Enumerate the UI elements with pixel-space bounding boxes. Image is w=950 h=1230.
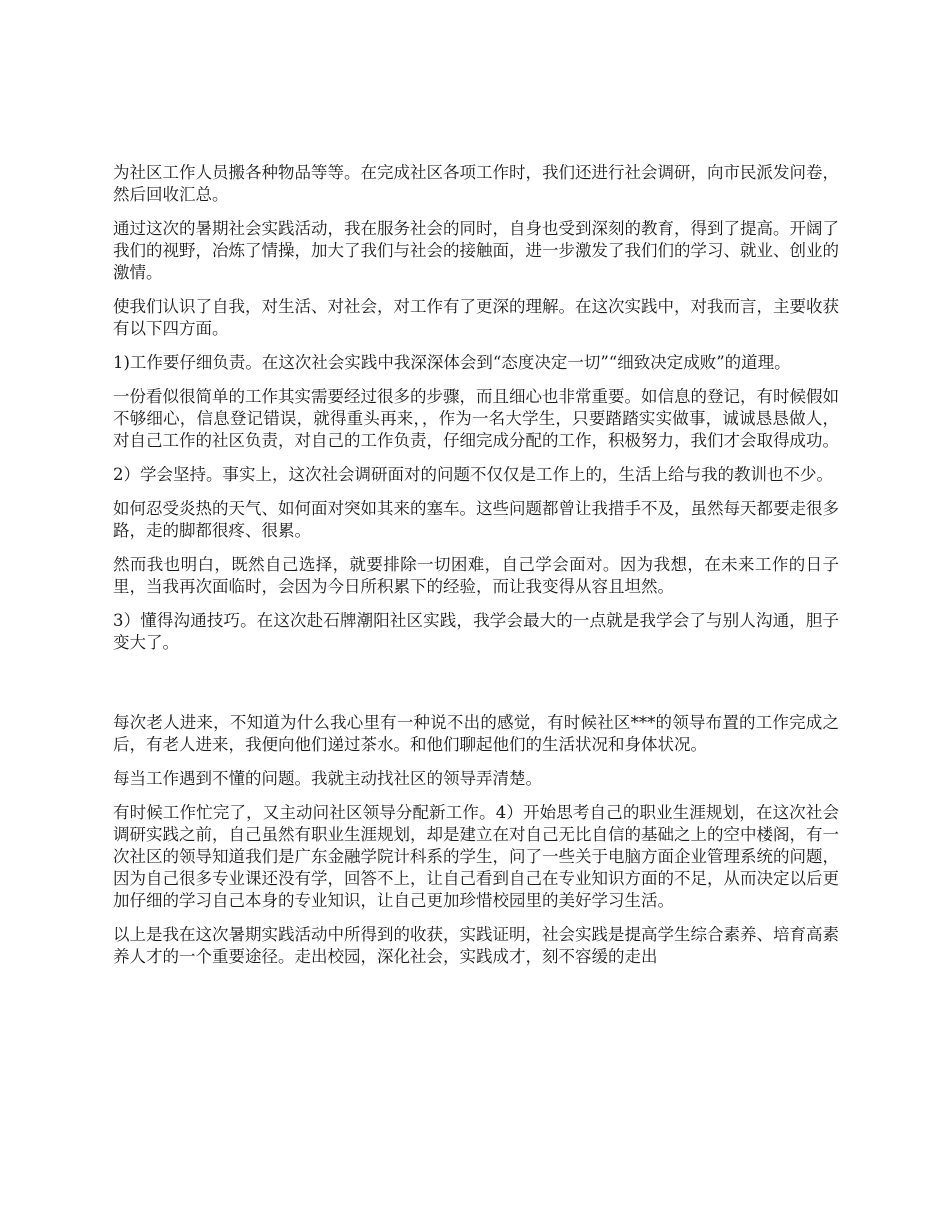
paragraph: 1)工作要仔细负责。在这次社会实践中我深深体会到“态度决定一切”“细致决定成败”的道理。 [113, 353, 791, 372]
paragraph: 每次老人进来，不知道为什么我心里有一种说不出的感觉，有时候社区***的领导布置的工作完成之后，有老人进来，我便向他们递过茶水。和他们聊起他们的生活状况和身体状况。 [113, 713, 839, 754]
paragraph: 如何忍受炎热的天气、如何面对突如其来的塞车。这些问题都曾让我措手不及，虽然每天都要走很多路，走的脚都很疼、很累。 [113, 499, 839, 540]
paragraph: 2）学会坚持。事实上，这次社会调研面对的问题不仅仅是工作上的，生活上给与我的教训也不少。 [113, 465, 833, 484]
paragraph: 一份看似很简单的工作其实需要经过很多的步骤，而且细心也非常重要。如信息的登记，有时候假如不够细心，信息登记错误，就得重头再来，，作为一名大学生，只要踏踏实实做事，诚诚恳恳做人，对自己工作的社区负责，对自己的工作负责，仔细完成分配的工作，积极努力，我们才会取得成功。 [113, 387, 839, 450]
paragraph: 通过这次的暑期社会实践活动，我在服务社会的同时，自身也受到深刻的教育，得到了提高。开阔了我们的视野，冶炼了情操，加大了我们与社会的接触面，进一步激发了我们们的学习、就业、创业的激情。 [113, 219, 839, 282]
section-gap [113, 666, 839, 712]
paragraph: 3）懂得沟通技巧。在这次赴石牌潮阳社区实践，我学会最大的一点就是我学会了与别人沟通，胆子变大了。 [113, 611, 839, 652]
document-body [113, 162, 839, 980]
paragraph: 为社区工作人员搬各种物品等等。在完成社区各项工作时，我们还进行社会调研，向市民派发问卷，然后回收汇总。 [113, 163, 839, 204]
paragraph: 有时候工作忙完了，又主动问社区领导分配新工作。4）开始思考自己的职业生涯规划，在这次社会调研实践之前，自己虽然有职业生涯规划，却是建立在对自己无比自信的基础之上的空中楼阁，有一次社区的领导知道我们是广东金融学院计科系的学生，问了一些关于电脑方面企业管理系统的问题，因为自己很多专业课还没有学，回答不上，让自己看到自己在专业知识方面的不足，从而决定以后更加仔细的学习自己本身的专业知识，让自己更加珍惜校园里的美好学习生活。 [113, 803, 839, 910]
paragraph: 以上是我在这次暑期实践活动中所得到的收获，实践证明，社会实践是提高学生综合素养、培育高素养人才的一个重要途径。走出校园，深化社会，实践成才，刻不容缓的走出 [113, 925, 839, 966]
paragraph: 使我们认识了自我，对生活、对社会，对工作有了更深的理解。在这次实践中，对我而言，主要收获有以下四方面。 [113, 297, 839, 338]
paragraph: 每当工作遇到不懂的问题。我就主动找社区的领导弄清楚。 [113, 769, 542, 788]
paragraph: 然而我也明白，既然自己选择，就要排除一切困难，自己学会面对。因为我想，在未来工作的日子里，当我再次面临时，会因为今日所积累下的经验，而让我变得从容且坦然。 [113, 555, 839, 596]
